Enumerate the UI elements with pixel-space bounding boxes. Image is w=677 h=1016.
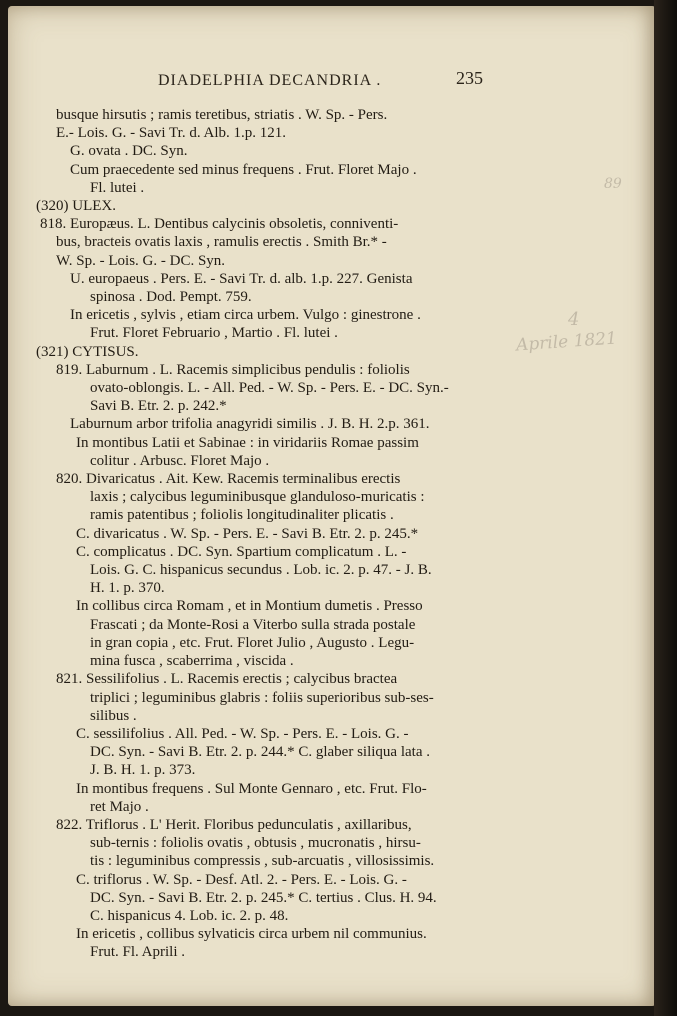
text-line: W. Sp. - Lois. G. - DC. Syn. [56,252,226,269]
text-line: U. europaeus . Pers. E. - Savi Tr. d. alb. 1.p. 227. Genista [70,270,413,287]
text-line: Fl. lutei . [90,179,145,196]
text-line: C. hispanicus 4. Lob. ic. 2. p. 48. [90,907,289,924]
text-line: sub-ternis : foliolis ovatis , obtusis , mucronatis , hirsu- [90,835,421,852]
handwritten-note: 89 [604,176,622,192]
text-line: Frascati ; da Monte-Rosi a Viterbo sulla strada postale [90,616,416,633]
text-line: In ericetis , sylvis , etiam circa urbem. Vulgo : ginestrone . [70,307,421,324]
text-line: laxis ; calycibus leguminibusque glanduloso-muricatis : [90,489,425,506]
text-line: silibus . [90,707,137,724]
text-line: C. divaricatus . W. Sp. - Pers. E. - Savi B. Etr. 2. p. 245.* [76,525,419,542]
text-line: C. complicatus . DC. Syn. Spartium complicatum . L. - [76,543,407,560]
text-line: DC. Syn. - Savi B. Etr. 2. p. 244.* C. glaber siliqua lata . [90,744,430,761]
species-entry: 820. Divaricatus . Ait. Kew. Racemis terminalibus erectis [56,471,401,488]
text-line: Lois. G. C. hispanicus secundus . Lob. ic. 2. p. 47. - J. B. [90,562,432,579]
genus-heading: (320) ULEX. [36,198,116,215]
text-line: G. ovata . DC. Syn. [70,143,188,160]
text-line: triplici ; leguminibus glabris : foliis superioribus sub-ses- [90,689,434,706]
book-page [8,6,656,1006]
text-line: colitur . Arbusc. Floret Majo . [90,452,270,469]
text-line: tis : leguminibus compressis , sub-arcuatis , villosissimis. [90,853,435,870]
genus-heading: (321) CYTISUS. [36,343,139,360]
handwritten-note: Aprile 1821 [515,328,618,356]
text-line: C. sessilifolius . All. Ped. - W. Sp. - Pers. E. - Lois. G. - [76,725,409,742]
text-line: J. B. H. 1. p. 373. [90,762,196,779]
species-entry: 819. Laburnum . L. Racemis simplicibus pendulis : foliolis [56,361,410,378]
species-entry: 821. Sessilifolius . L. Racemis erectis ; calycibus bractea [56,671,398,688]
page-edge-shadow [654,0,677,1016]
text-line: Frut. Floret Februario , Martio . Fl. lutei . [90,325,338,342]
text-line: mina fusca , scaberrima , viscida . [90,653,294,670]
text-line: busque hirsutis ; ramis teretibus, striatis . W. Sp. - Pers. [56,107,388,123]
text-line: Savi B. Etr. 2. p. 242.* [90,398,227,415]
text-line: Cum praecedente sed minus frequens . Frut. Floret Majo . [70,161,417,178]
text-line: bus, bracteis ovatis laxis , ramulis erectis . Smith Br.* - [56,234,387,251]
running-header: DIADELPHIA DECANDRIA . [158,72,382,89]
text-line: In montibus frequens . Sul Monte Gennaro , etc. Frut. Flo- [76,780,427,797]
species-entry: 818. Europæus. L. Dentibus calycinis obsoletis, conniventi- [40,216,399,233]
text-line: ret Majo . [90,798,149,815]
handwritten-note: 4 [568,309,580,330]
text-line: ramis patentibus ; foliolis longitudinaliter plicatis . [90,507,394,524]
text-line: ovato-oblongis. L. - All. Ped. - W. Sp. - Pers. E. - DC. Syn.- [90,380,449,397]
text-line: Laburnum arbor trifolia anagyridi similis . J. B. H. 2.p. 361. [70,416,430,433]
species-entry: 822. Triflorus . L' Herit. Floribus pedunculatis , axillaribus, [56,816,412,833]
text-line: In montibus Latii et Sabinae : in viridariis Romae passim [76,434,419,451]
text-line: Frut. Fl. Aprili . [90,944,186,961]
text-line: In collibus circa Romam , et in Montium dumetis . Presso [76,598,423,615]
page-body [36,106,496,962]
text-line: E.- Lois. G. - Savi Tr. d. Alb. 1.p. 121. [56,125,287,142]
text-line: H. 1. p. 370. [90,580,165,597]
text-line: DC. Syn. - Savi B. Etr. 2. p. 245.* C. tertius . Clus. H. 94. [90,889,437,906]
page-number: 235 [456,68,483,88]
text-line: in gran copia , etc. Frut. Floret Julio , Augusto . Legu- [90,634,415,651]
text-line: spinosa . Dod. Pempt. 759. [90,289,252,306]
text-line: C. triflorus . W. Sp. - Desf. Atl. 2. - Pers. E. - Lois. G. - [76,871,407,888]
text-line: In ericetis , collibus sylvaticis circa urbem nil communius. [76,926,427,943]
